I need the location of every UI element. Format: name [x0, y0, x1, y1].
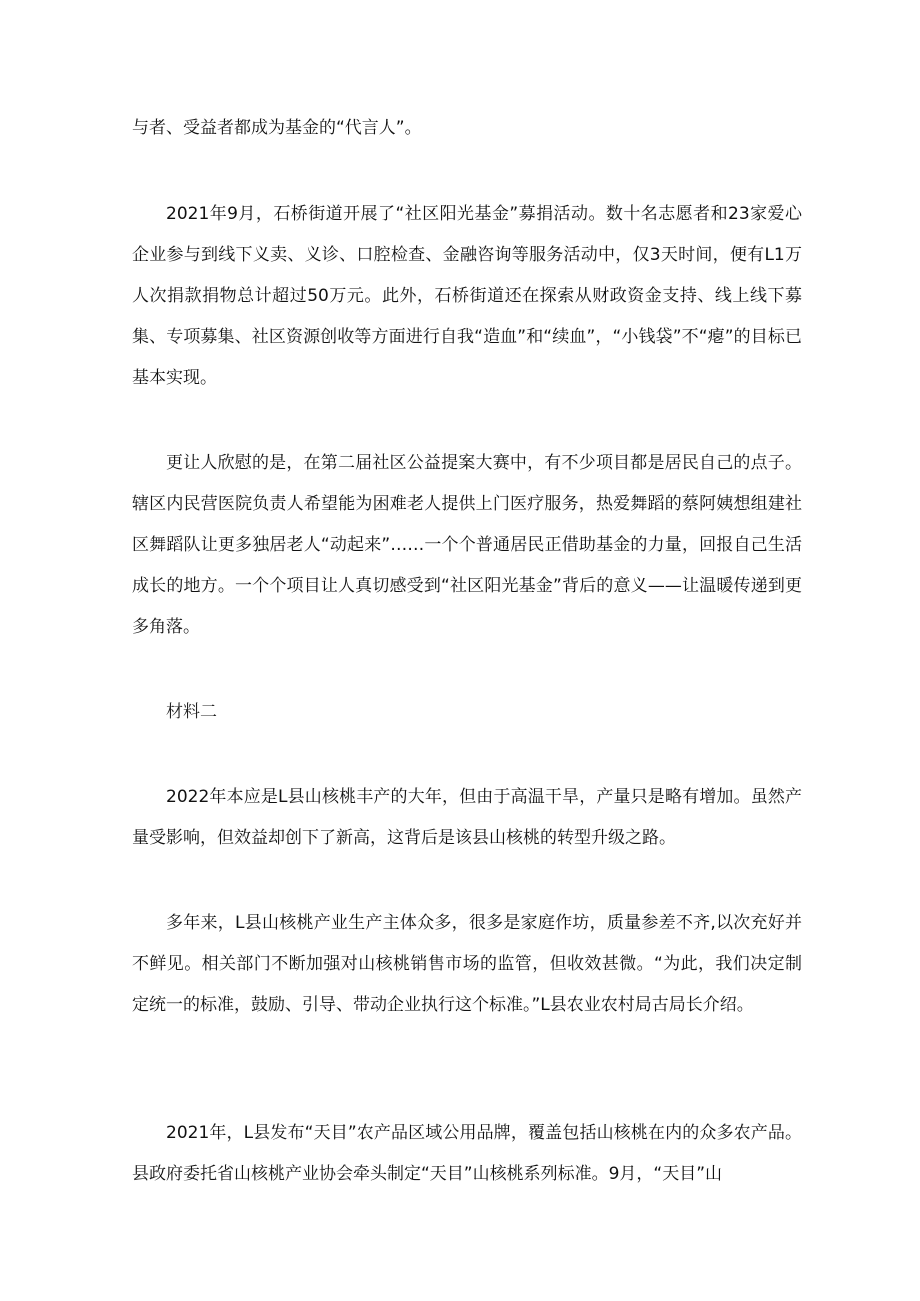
section-heading-material-two: 材料二	[166, 702, 217, 722]
paragraph-continuation: 与者、受益者都成为基金的“代言人”。	[132, 118, 422, 138]
paragraph-tianmu-brand: 2021年，L县发布“天目”农产品区域公用品牌，覆盖包括山核桃在内的众多农产品。县政府委托省山核桃产业协会牵头制定“天目”山核桃系列标准。9月，“天目”山	[132, 1123, 802, 1184]
paragraph-walnut-standards: 多年来，L县山核桃产业生产主体众多，很多是家庭作坊，质量参差不齐,以次充好并不鲜见。相关部门不断加强对山核桃销售市场的监管，但收效甚微。“为此，我们决定制定统一的标准，鼓励、引导、带动企业执行这个标准。”L县农业农村局古局长介绍。	[132, 913, 802, 1015]
paragraph-community-proposals: 更让人欣慰的是，在第二届社区公益提案大赛中，有不少项目都是居民自己的点子。辖区内民营医院负责人希望能为困难老人提供上门医疗服务，热爱舞蹈的蔡阿姨想组建社区舞蹈队让更多独居老人“动起来”……一个个普通居民正借助基金的力量，回报自己生活成长的地方。一个个项目让人真切感受到“社区阳光基金”背后的意义——让温暖传递到更多角落。	[132, 453, 802, 637]
paragraph-walnut-harvest: 2022年本应是L县山核桃丰产的大年，但由于高温干旱，产量只是略有增加。虽然产量受影响，但效益却创下了新高，这背后是该县山核桃的转型升级之路。	[132, 787, 802, 848]
paragraph-sunshine-fund-campaign: 2021年9月，石桥街道开展了“社区阳光基金”募捐活动。数十名志愿者和23家爱心企业参与到线下义卖、义诊、口腔检查、金融咨询等服务活动中，仅3天时间，便有L1万人次捐款捐物总计超过50万元。此外，石桥街道还在探索从财政资金支持、线上线下募集、专项募集、社区资源创收等方面进行自我“造血”和“续血”，“小钱袋”不“瘪”的目标已基本实现。	[132, 204, 802, 388]
